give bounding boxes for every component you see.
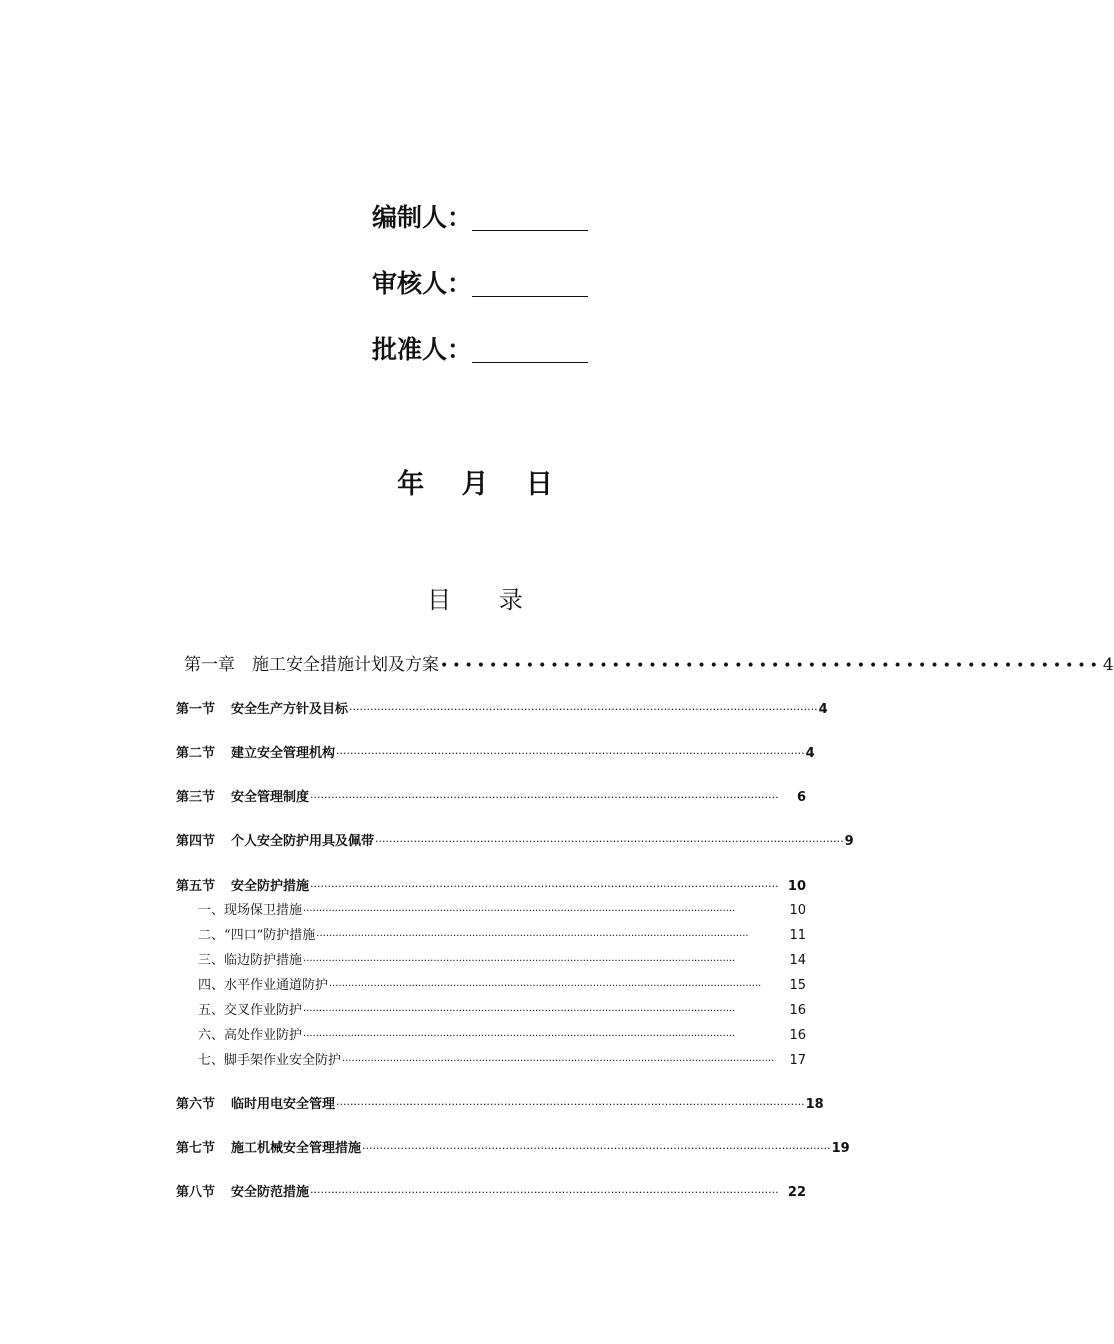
toc-chapter-label: 第一章 施工安全措施计划及方案 (184, 655, 439, 675)
toc-page-number: 10 (787, 879, 806, 894)
toc-subsection-entry[interactable] (198, 1024, 806, 1043)
toc-subsection-title: 一、现场保卫措施 (198, 903, 303, 918)
toc-subsection-entry[interactable] (198, 974, 806, 993)
toc-section-entry[interactable] (176, 698, 828, 717)
toc-page-number: 16 (789, 1003, 806, 1018)
toc-section-title: 安全生产方针及目标 (231, 702, 349, 717)
toc-page-number: 4 (818, 702, 828, 717)
toc-chapter-entry[interactable] (184, 650, 1114, 675)
toc-section-number: 第七节 (176, 1141, 216, 1156)
toc-section-entry[interactable] (176, 786, 806, 805)
toc-leader-dots: ······································································································································ (362, 1142, 831, 1155)
toc-subsection-entry[interactable] (198, 999, 806, 1018)
toc-subsection-entry[interactable] (198, 1049, 806, 1068)
toc-subsection-title: 五、交叉作业防护 (198, 1003, 303, 1018)
toc-page-number: 10 (789, 903, 806, 918)
toc-page-number: 14 (789, 953, 806, 968)
reviewer-signature-row (372, 266, 588, 300)
toc-title-char: 录 (498, 586, 523, 614)
toc-section-entry[interactable] (176, 830, 854, 849)
toc-leader-dots: ······································································································································ (336, 747, 805, 760)
reviewer-label: 审核人： (372, 269, 473, 298)
toc-subsection-entry[interactable] (198, 924, 806, 943)
toc-section-title: 安全管理制度 (231, 790, 310, 805)
toc-subsection-title: 二、“四口”防护措施 (198, 928, 316, 943)
compiler-signature-line (472, 230, 588, 231)
toc-section-title: 安全防护措施 (231, 879, 310, 894)
toc-page-number: 17 (789, 1053, 806, 1068)
toc-page-number: 6 (796, 790, 806, 805)
date-year: 年 (397, 469, 425, 500)
toc-leader-dots: ········································································································································ (342, 1056, 775, 1067)
date-month: 月 (461, 469, 489, 500)
toc-section-number: 第四节 (176, 834, 216, 849)
toc-leader-dots: ········································································································································ (329, 981, 762, 992)
date-day: 日 (525, 469, 553, 500)
toc-section-number: 第六节 (176, 1097, 216, 1112)
toc-leader-dots: ······································································································································ (375, 835, 844, 848)
toc-leader-dots: ········································································································································ (303, 1031, 736, 1042)
approver-label: 批准人： (372, 335, 473, 364)
toc-leader-dots: ········································································································································ (303, 956, 736, 967)
toc-page-number: 11 (789, 928, 806, 943)
toc-page-number: 22 (787, 1185, 806, 1200)
toc-section-entry[interactable] (176, 1181, 806, 1200)
toc-page-number: 9 (844, 834, 854, 849)
toc-section-title: 安全防范措施 (231, 1185, 310, 1200)
toc-section-title: 个人安全防护用具及佩带 (231, 834, 375, 849)
toc-page-number: 15 (789, 978, 806, 993)
compiler-signature-row (372, 200, 588, 234)
reviewer-signature-line (472, 296, 588, 297)
approver-signature-row (372, 332, 588, 366)
toc-leader-dots: ······································································································································ (310, 1186, 779, 1199)
toc-section-number: 第八节 (176, 1185, 216, 1200)
toc-section-entry[interactable] (176, 742, 815, 761)
toc-page-number: 4 (805, 746, 815, 761)
toc-leader-dots: ······································································································································ (310, 880, 779, 893)
toc-title-char: 目 (427, 586, 452, 614)
toc-title (0, 580, 950, 615)
toc-leader-dots: ······································································································································ (336, 1098, 805, 1111)
toc-section-title: 施工机械安全管理措施 (231, 1141, 362, 1156)
toc-section-entry[interactable] (176, 1093, 824, 1112)
toc-page-number: 16 (789, 1028, 806, 1043)
toc-leader-dots: ······································································································································ (310, 791, 779, 804)
toc-section-title: 临时用电安全管理 (231, 1097, 336, 1112)
toc-section-number: 第三节 (176, 790, 216, 805)
toc-section-entry[interactable] (176, 1137, 850, 1156)
toc-page-number: 18 (805, 1097, 824, 1112)
toc-subsection-title: 六、高处作业防护 (198, 1028, 303, 1043)
toc-leader-dots: ······································································································································ (349, 703, 818, 716)
toc-subsection-title: 四、水平作业通道防护 (198, 978, 329, 993)
toc-leader-dots: ········································································································································ (303, 906, 736, 917)
toc-subsection-title: 三、临边防护措施 (198, 953, 303, 968)
toc-section-number: 第五节 (176, 879, 216, 894)
toc-page-number: 19 (831, 1141, 850, 1156)
compiler-label: 编制人： (372, 203, 473, 232)
toc-leader-dots: •••••••••••••••••••••••••••••••••••••••••••••••••••••• (440, 658, 1102, 674)
toc-leader-dots: ········································································································································ (316, 931, 749, 942)
toc-section-number: 第二节 (176, 746, 216, 761)
toc-section-entry[interactable] (176, 875, 806, 894)
toc-leader-dots: ········································································································································ (303, 1006, 736, 1017)
toc-section-number: 第一节 (176, 702, 216, 717)
toc-subsection-title: 七、脚手架作业安全防护 (198, 1053, 342, 1068)
toc-subsection-entry[interactable] (198, 949, 806, 968)
date-line (0, 462, 950, 501)
toc-page-number: 4 (1102, 655, 1114, 675)
toc-subsection-entry[interactable] (198, 899, 806, 918)
approver-signature-line (472, 362, 588, 363)
toc-section-title: 建立安全管理机构 (231, 746, 336, 761)
